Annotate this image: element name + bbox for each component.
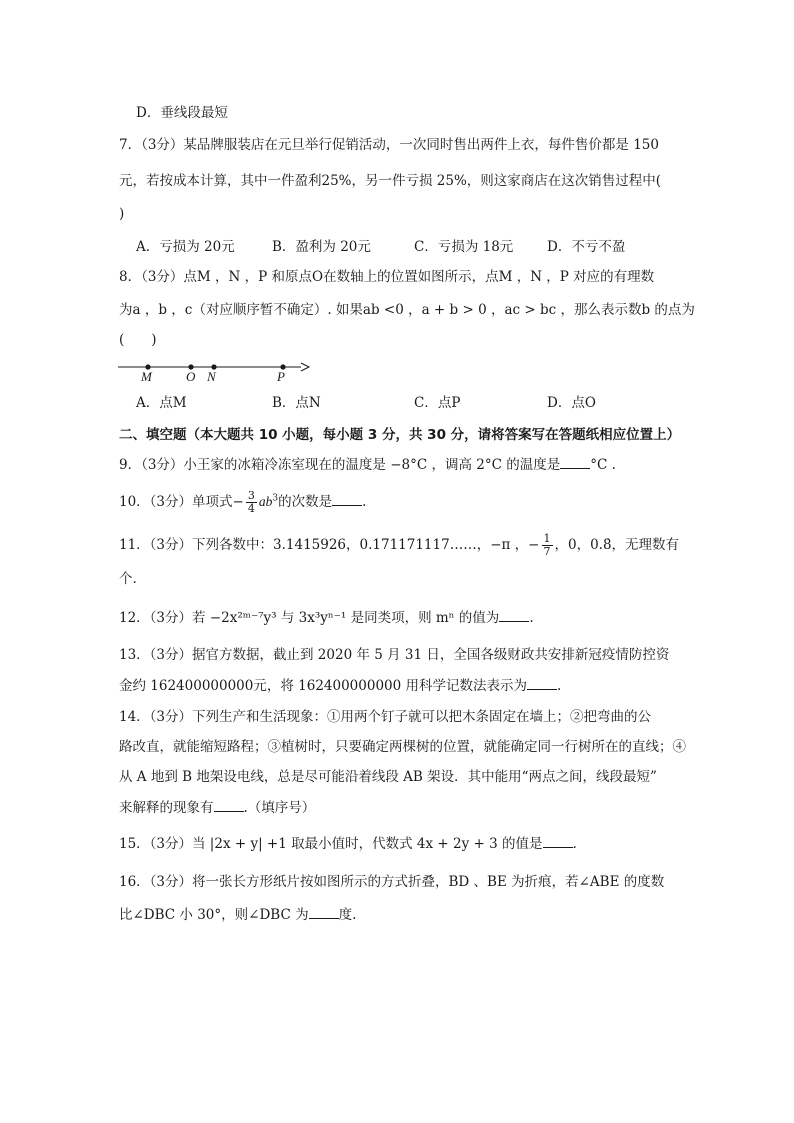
q14-line-4-prefix: 来解释的现象有 — [119, 800, 214, 816]
q11-fraction — [542, 533, 553, 558]
q10-exp: 3 — [272, 493, 279, 504]
q10-suffix: 的次数是 — [278, 494, 333, 510]
q10 — [119, 490, 366, 515]
q6-option-d: D．垂线段最短 — [136, 105, 228, 121]
q8-line-2: 为a ，b ，c（对应顺序暂不确定）. 如果ab <0 ，a + b > 0 ，ac > bc ，那么表示数b 的点为 — [119, 302, 695, 318]
q9-answer-blank[interactable] — [560, 455, 590, 469]
q13-line-2 — [119, 676, 561, 696]
q10-frac-den: 4 — [247, 502, 255, 515]
q13-answer-blank[interactable] — [527, 676, 557, 690]
q13-line-2-text: 金约 162400000000元，将 162400000000 用科学记数法表示为 — [119, 678, 528, 694]
q14-answer-blank[interactable] — [214, 798, 244, 812]
q12-answer-blank[interactable] — [499, 608, 529, 622]
q12 — [119, 608, 534, 628]
q10-frac-num: 3 — [247, 489, 255, 502]
q13-end: . — [557, 678, 562, 694]
q7-option-b: B．盈利为 20元 — [272, 239, 371, 255]
q16-line-2-suffix: 度. — [338, 907, 357, 923]
q11-line-1 — [119, 533, 679, 558]
q7-line-3: ) — [119, 206, 125, 222]
q12-text: 12．（3分）若 −2x²ᵐ⁻⁷y³ 与 3x³yⁿ⁻¹ 是同类项，则 mⁿ 的值为 — [119, 610, 500, 626]
q10-answer-blank[interactable] — [332, 492, 362, 506]
label-p: P — [277, 369, 285, 384]
number-line-arrow — [301, 363, 309, 371]
q14-line-3: 从 A 地到 B 地架设电线，总是尽可能沿着线段 AB 架设．其中能用“两点之间，线段最短” — [119, 769, 657, 785]
q8-option-b: B．点N — [272, 395, 321, 411]
q14-line-1: 14．（3分）下列生产和生活现象：①用两个钉子就可以把木条固定在墙上；②把弯曲的公 — [119, 709, 652, 725]
q15 — [119, 834, 577, 854]
q12-end: . — [529, 610, 534, 626]
q14-line-4-suffix: .（填序号） — [243, 800, 316, 816]
q7-option-c: C．亏损为 18元 — [414, 239, 514, 255]
q16-answer-blank[interactable] — [309, 905, 339, 919]
q8-option-a: A．点M — [136, 395, 187, 411]
q9-suffix: °C . — [590, 457, 616, 473]
q14-line-2: 路改直，就能缩短路程；③植树时，只要确定两棵树的位置，就能确定同一行树所在的直线；④ — [119, 739, 686, 755]
label-n: N — [207, 369, 216, 384]
q8-option-d: D．点O — [547, 395, 596, 411]
q7-option-a: A．亏损为 20元 — [136, 239, 235, 255]
q11-frac-num: 1 — [543, 532, 551, 545]
q16-line-2 — [119, 905, 356, 925]
q11-suffix: ，0，0.8̇，无理数有 — [554, 537, 680, 553]
label-o: O — [186, 369, 196, 384]
q10-end: . — [362, 494, 367, 510]
q8-line-1: 8．（3分）点M ，N ，P 和原点O在数轴上的位置如图所示，点M ，N ，P 对应的有理数 — [119, 269, 655, 285]
q15-text: 15．（3分）当 |2x + y| +1 取最小值时，代数式 4x + 2y + 3 的值是 — [119, 836, 543, 852]
q8-line-3: ( ) — [119, 332, 157, 348]
q10-prefix: 10．（3分）单项式− — [119, 494, 244, 510]
q9-prefix: 9．（3分）小王家的冰箱冷冻室现在的温度是 −8°C ，调高 2°C 的温度是 — [119, 457, 561, 473]
q16-line-2-prefix: 比∠DBC 小 30°，则∠DBC 为 — [119, 907, 309, 923]
section-2-heading: 二、填空题（本大题共 10 小题，每小题 3 分，共 30 分，请将答案写在答题纸相应位置上） — [119, 427, 681, 443]
q8-option-c: C．点P — [414, 395, 461, 411]
q11-line-2: 个. — [119, 571, 137, 587]
q7-option-d: D．不亏不盈 — [547, 239, 626, 255]
q11-frac-den: 7 — [543, 545, 551, 558]
q9 — [119, 455, 616, 475]
q15-end: . — [572, 836, 577, 852]
q11-prefix: 11．（3分）下列各数中：3.1415926，0.171171117……，−π ，− — [119, 537, 540, 553]
label-m: M — [141, 369, 152, 384]
q13-line-1: 13．（3分）据官方数据，截止到 2020 年 5 月 31 日，全国各级财政共安排新冠疫情防控资 — [119, 647, 670, 663]
q7-line-2: 元，若按成本计算，其中一件盈利25%，另一件亏损 25%，则这家商店在这次销售过程中( — [119, 173, 662, 189]
q16-line-1: 16．（3分）将一张长方形纸片按如图所示的方式折叠，BD 、BE 为折痕，若∠ABE 的度数 — [119, 874, 665, 890]
q14-line-4 — [119, 798, 315, 818]
q15-answer-blank[interactable] — [543, 834, 573, 848]
q10-expr: ab — [258, 494, 273, 509]
q7-line-1: 7．（3分）某品牌服装店在元旦举行促销活动，一次同时售出两件上衣，每件售价都是 150 — [119, 137, 659, 153]
q10-fraction — [246, 490, 257, 515]
